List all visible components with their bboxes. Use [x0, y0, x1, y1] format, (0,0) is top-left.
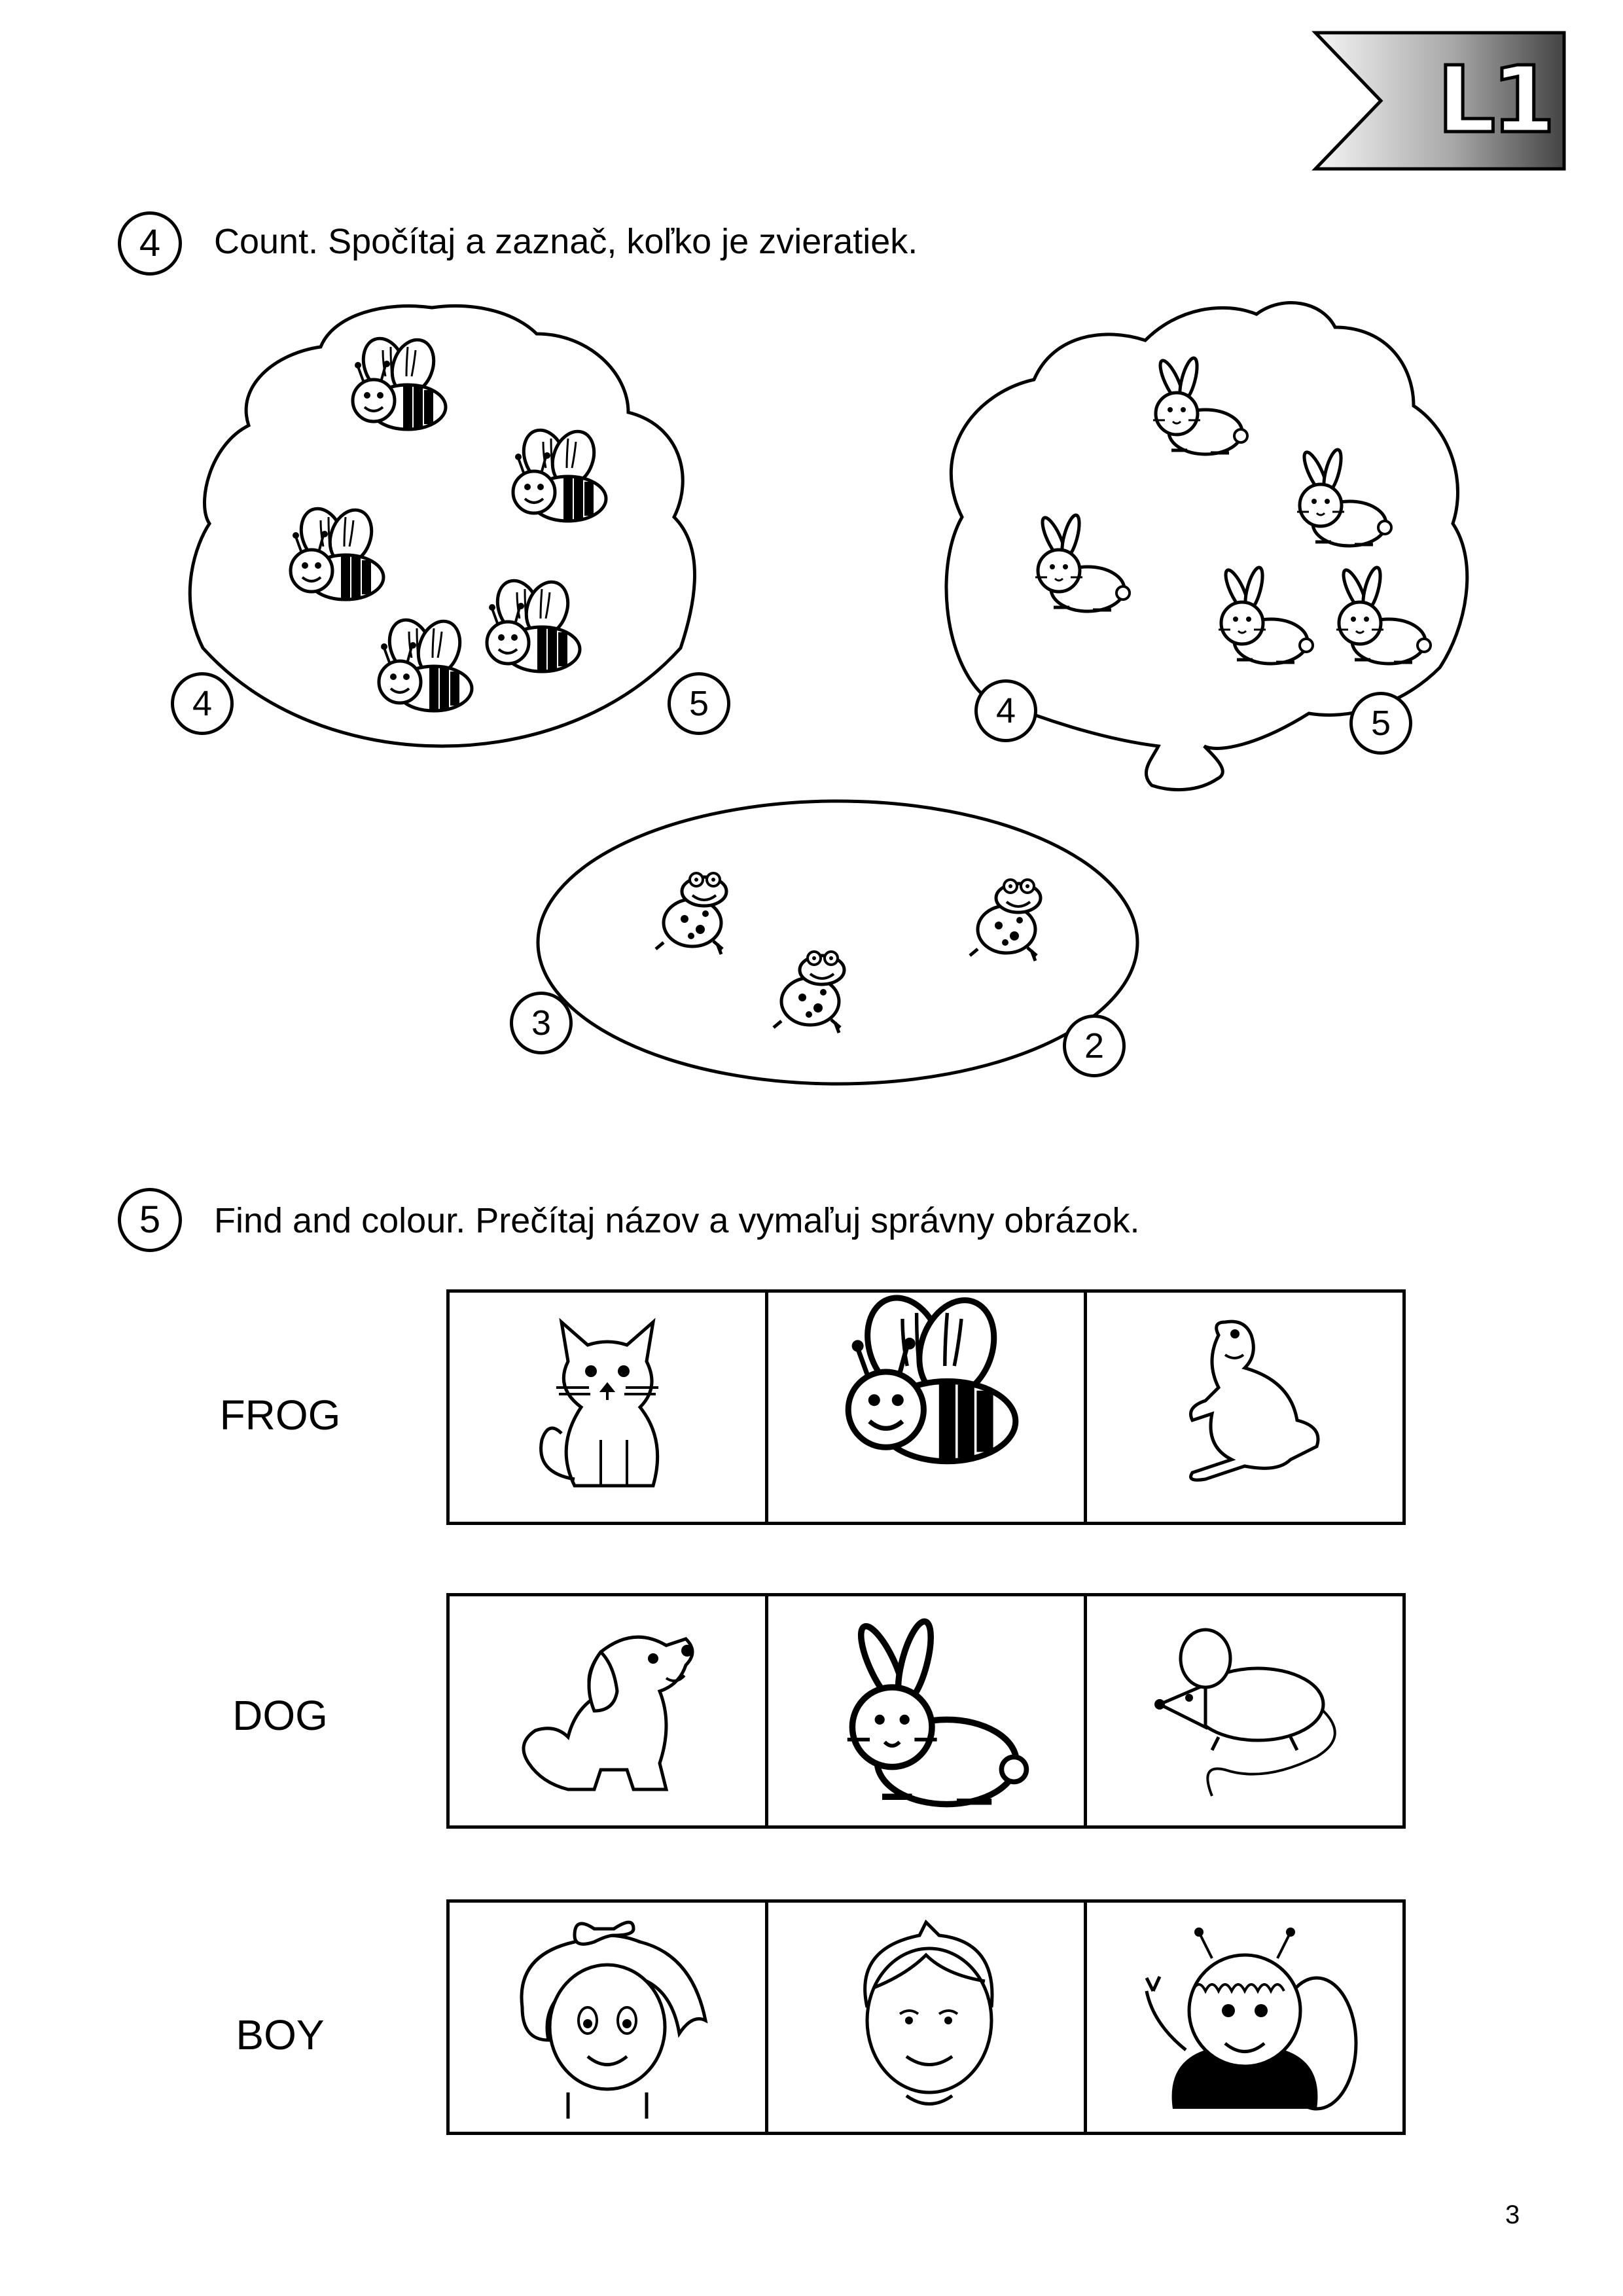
- picture-cell-dog[interactable]: [450, 1596, 765, 1825]
- bee-girl-picture: [1127, 1912, 1363, 2122]
- picture-cell-mouse[interactable]: [1084, 1596, 1402, 1825]
- exercise-4-instruction: Count. Spočítaj a zaznač, koľko je zvieratiek.: [214, 222, 918, 261]
- exercise-5-instruction: Find and colour. Prečítaj názov a vymaľuj správny obrázok.: [214, 1201, 1140, 1240]
- mouse-picture: [1133, 1613, 1356, 1809]
- bee-count-option-4[interactable]: 4: [171, 672, 234, 735]
- picture-cell-cat[interactable]: [450, 1293, 765, 1522]
- girl-picture: [496, 1916, 719, 2119]
- boy-picture: [828, 1916, 1024, 2119]
- frog-picture: [1147, 1309, 1343, 1505]
- rabbit-count-option-4[interactable]: 4: [974, 679, 1037, 742]
- dog-picture: [503, 1613, 712, 1809]
- bee-count-option-5[interactable]: 5: [668, 672, 730, 735]
- exercise-5-number: 5: [118, 1188, 182, 1252]
- picture-cell-boy[interactable]: [765, 1903, 1084, 2132]
- rabbit-picture: [821, 1613, 1031, 1809]
- picture-cell-bee-girl[interactable]: [1084, 1903, 1402, 2132]
- word-boy: BOY: [236, 2011, 325, 2058]
- frog-count-option-2[interactable]: 2: [1063, 1014, 1126, 1077]
- picture-cell-rabbit[interactable]: [765, 1596, 1084, 1825]
- word-dog: DOG: [232, 1692, 328, 1739]
- word-frog: FROG: [219, 1391, 341, 1439]
- picture-cell-girl[interactable]: [450, 1903, 765, 2132]
- frog-count-option-3[interactable]: 3: [510, 992, 573, 1054]
- exercise-4-number: 4: [118, 211, 182, 276]
- unit-label: L1: [1437, 47, 1552, 154]
- cat-picture: [509, 1309, 705, 1505]
- picture-row-dog: [446, 1593, 1406, 1829]
- rabbit-count-option-5[interactable]: 5: [1349, 692, 1412, 755]
- picture-cell-bee[interactable]: [765, 1293, 1084, 1522]
- picture-row-boy: [446, 1899, 1406, 2135]
- bee-picture: [828, 1309, 1024, 1505]
- picture-row-frog: [446, 1289, 1406, 1525]
- page-number: 3: [1505, 2200, 1520, 2229]
- picture-cell-frog[interactable]: [1084, 1293, 1402, 1522]
- pond-illustration: [530, 785, 1152, 1100]
